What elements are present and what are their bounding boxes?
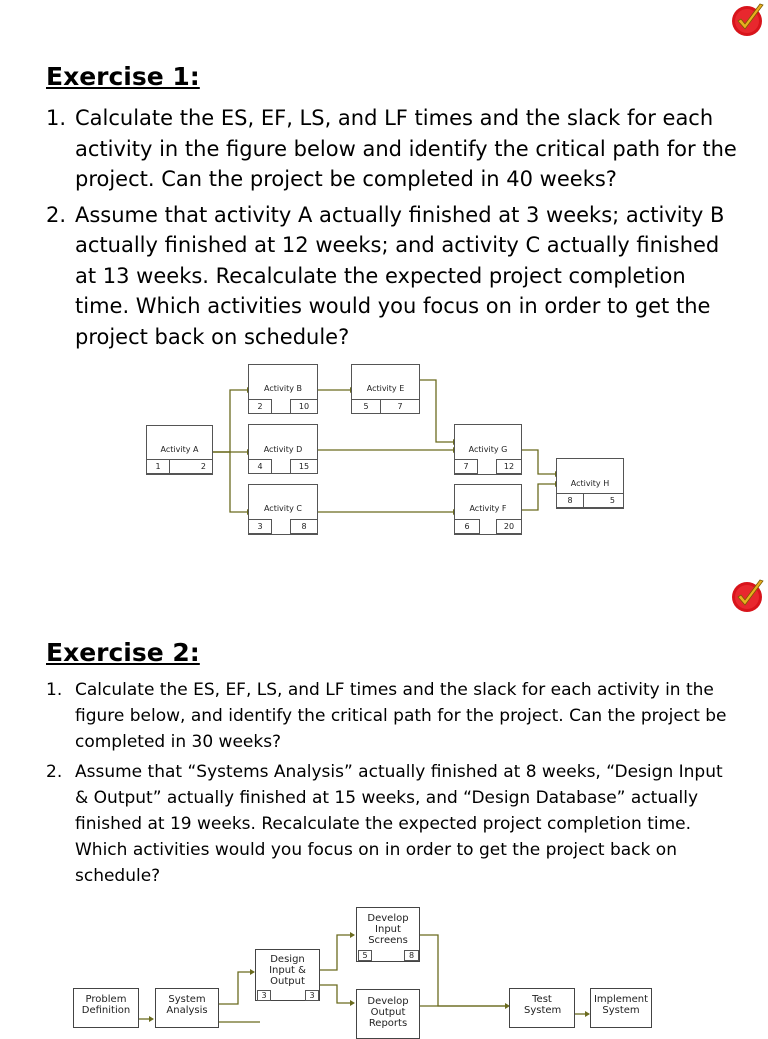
test-system-node bbox=[509, 988, 575, 1028]
activity-left-value: 2 bbox=[248, 399, 272, 414]
design-input-output-node bbox=[255, 949, 320, 1001]
activity-name: System Analysis bbox=[166, 994, 208, 1016]
activity-name: Activity B bbox=[264, 384, 302, 393]
activity-right-value: 8 bbox=[404, 950, 419, 961]
item-number: 1. bbox=[46, 106, 67, 130]
activity-name: Test System bbox=[524, 994, 562, 1016]
activity-left-value: 4 bbox=[248, 459, 272, 474]
item-number: 2. bbox=[46, 202, 67, 227]
activity-left-value: 7 bbox=[454, 459, 478, 474]
item-text: Calculate the ES, EF, LS, and LF times and the slack for each activity in the figure below and identify the critical path for the project. Can the project be completed in 40 weeks? bbox=[75, 106, 737, 191]
activity-name: Activity C bbox=[263, 504, 303, 513]
develop-output-reports-node bbox=[356, 989, 420, 1039]
activity-name: Activity G bbox=[468, 445, 508, 454]
exercise-2-title: Exercise 2: bbox=[46, 638, 200, 667]
activity-right-value: 10 bbox=[290, 399, 318, 414]
activity-right-value: 3 bbox=[305, 990, 319, 1001]
item-text: Calculate the ES, EF, LS, and LF times and the slack for each activity in the figure below, and identify the critical path for the project. Can the project be completed in 30 weeks? bbox=[75, 680, 727, 752]
activity-name: Activity A bbox=[160, 445, 199, 454]
item-text: Assume that activity A actually finished at 3 weeks; activity B actually finished at 12 weeks; and activity C actually finished at 13 weeks. Recalculate the expected project completion time. Which activities would you focus on in order to get the project back on schedule? bbox=[75, 202, 725, 349]
problem-definition-node bbox=[73, 988, 139, 1028]
activity-name: Problem Definition bbox=[81, 994, 131, 1016]
activity-left-value: 3 bbox=[248, 519, 272, 534]
item-text: Assume that “Systems Analysis” actually finished at 8 weeks, “Design Input & Output” actually finished at 15 weeks, and “Design Database” actually finished at 19 weeks. Recalculate the expected project completion time. Which activities would you focus on in order to get the project back on schedule? bbox=[75, 762, 723, 886]
activity-name: Design Input & Output bbox=[269, 954, 306, 987]
activity-right-value: 2 bbox=[169, 459, 213, 474]
exercise-1-title: Exercise 1: bbox=[46, 62, 200, 91]
activity-left-value: 1 bbox=[146, 459, 170, 474]
system-analysis-node bbox=[155, 988, 219, 1028]
activity-name: Activity F bbox=[469, 504, 507, 513]
activity-name: Activity D bbox=[263, 445, 303, 454]
activity-left-value: 5 bbox=[358, 950, 372, 961]
activity-right-value: 20 bbox=[496, 519, 522, 534]
activity-left-value: 3 bbox=[257, 990, 271, 1001]
activity-right-value: 7 bbox=[380, 399, 420, 414]
activity-right-value: 15 bbox=[290, 459, 318, 474]
activity-left-value: 5 bbox=[351, 399, 381, 414]
develop-input-screens-node bbox=[356, 907, 420, 962]
activity-right-value: 12 bbox=[496, 459, 522, 474]
activity-left-value: 6 bbox=[454, 519, 480, 534]
activity-name: Implement System bbox=[593, 994, 649, 1016]
implement-system-node bbox=[590, 988, 652, 1028]
activity-right-value: 8 bbox=[290, 519, 318, 534]
activity-name: Develop Input Screens bbox=[367, 913, 409, 946]
activity-name: Activity E bbox=[366, 384, 405, 393]
item-number: 1. bbox=[46, 680, 63, 700]
activity-left-value: 8 bbox=[556, 493, 584, 508]
activity-name: Develop Output Reports bbox=[367, 996, 409, 1029]
activity-right-value: 5 bbox=[583, 493, 624, 508]
activity-name: Activity H bbox=[570, 479, 610, 488]
item-number: 2. bbox=[46, 762, 63, 782]
